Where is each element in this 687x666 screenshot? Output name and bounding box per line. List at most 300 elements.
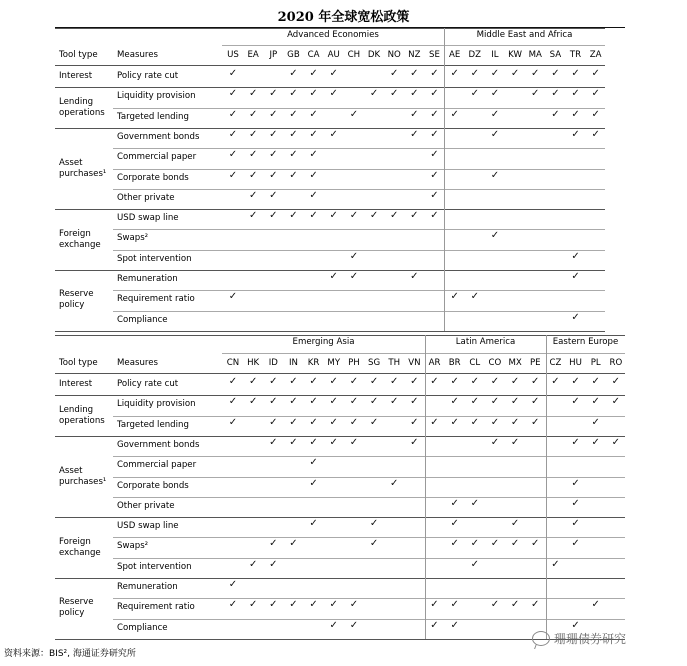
check-mark: ✓ — [430, 619, 439, 631]
check-mark: ✓ — [228, 599, 238, 611]
check-mark: ✓ — [571, 128, 580, 140]
measure-label: Government bonds — [117, 131, 200, 142]
check-mark: ✓ — [410, 108, 419, 120]
check-mark: ✓ — [531, 376, 540, 387]
region-label: Emerging Asia — [292, 337, 355, 347]
check-mark: ✓ — [450, 68, 459, 79]
check-mark: ✓ — [369, 88, 379, 100]
country-code: RO — [609, 358, 623, 368]
check-mark: ✓ — [571, 376, 580, 387]
check-mark: ✓ — [591, 376, 600, 387]
check-mark: ✓ — [410, 376, 419, 387]
country-code: SG — [367, 358, 381, 368]
country-code: DZ — [468, 50, 482, 60]
check-mark: ✓ — [470, 291, 479, 303]
country-code: PE — [529, 358, 541, 368]
check-mark: ✓ — [510, 396, 520, 408]
check-mark: ✓ — [289, 210, 298, 222]
check-mark: ✓ — [369, 416, 379, 428]
check-mark: ✓ — [410, 128, 419, 140]
check-mark: ✓ — [470, 376, 479, 387]
check-mark: ✓ — [389, 68, 399, 79]
check-mark: ✓ — [269, 128, 278, 140]
check-mark: ✓ — [450, 416, 459, 428]
check-mark: ✓ — [410, 436, 419, 448]
check-mark: ✓ — [248, 376, 258, 387]
row-rule — [113, 619, 625, 620]
check-mark: ✓ — [228, 416, 238, 428]
check-mark: ✓ — [329, 210, 338, 222]
check-mark: ✓ — [228, 579, 238, 590]
country-code: BR — [448, 358, 461, 368]
country-code: AU — [327, 50, 340, 60]
group-rule — [55, 436, 625, 437]
watermark — [532, 630, 626, 647]
check-mark: ✓ — [289, 376, 298, 387]
measure-label: Remuneration — [117, 582, 178, 592]
check-mark: ✓ — [309, 128, 318, 140]
region-divider — [425, 335, 426, 639]
check-mark: ✓ — [531, 538, 540, 550]
measure-label: Spot intervention — [117, 253, 192, 264]
check-mark: ✓ — [309, 599, 318, 611]
check-mark: ✓ — [611, 396, 621, 408]
check-mark: ✓ — [510, 416, 520, 428]
check-mark: ✓ — [248, 149, 258, 161]
check-mark: ✓ — [389, 88, 399, 100]
check-mark: ✓ — [450, 291, 459, 303]
country-code: AE — [448, 50, 461, 60]
check-mark: ✓ — [450, 599, 459, 611]
row-rule — [113, 497, 625, 498]
check-mark: ✓ — [490, 108, 500, 120]
tool-type-label: Foreign exchange — [59, 536, 101, 558]
measure-label: Remuneration — [117, 274, 178, 284]
check-mark: ✓ — [309, 396, 318, 408]
check-mark: ✓ — [269, 189, 278, 201]
tool-type-label: Lending operations — [59, 404, 105, 426]
row-rule — [113, 456, 625, 457]
region-divider — [546, 335, 547, 639]
check-mark: ✓ — [248, 108, 258, 120]
check-mark: ✓ — [470, 538, 479, 550]
check-mark: ✓ — [531, 599, 540, 611]
country-code: MX — [508, 358, 522, 368]
country-code: HU — [569, 358, 582, 368]
check-mark: ✓ — [571, 518, 580, 530]
check-mark: ✓ — [269, 169, 278, 181]
panel-top-rule — [55, 335, 625, 336]
check-mark: ✓ — [309, 68, 318, 79]
country-code: IL — [491, 50, 499, 60]
region-label: Latin America — [455, 337, 516, 347]
group-rule — [55, 578, 625, 579]
tool-type-header: Tool type — [59, 358, 98, 368]
check-mark: ✓ — [309, 436, 318, 448]
country-code: MY — [327, 358, 341, 368]
page-title: 2020 年全球宽松政策 — [277, 10, 410, 25]
tool-type-header: Tool type — [59, 50, 98, 60]
check-mark: ✓ — [510, 68, 520, 79]
check-mark: ✓ — [490, 416, 500, 428]
country-code: JP — [269, 50, 278, 60]
check-mark: ✓ — [309, 416, 318, 428]
measure-label: Liquidity provision — [117, 399, 196, 410]
check-mark: ✓ — [329, 619, 338, 631]
check-mark: ✓ — [349, 416, 359, 428]
check-mark: ✓ — [490, 68, 500, 79]
check-mark: ✓ — [490, 230, 500, 242]
check-mark: ✓ — [450, 108, 459, 120]
tool-type-label: Reserve policy — [59, 289, 94, 311]
check-mark: ✓ — [450, 619, 459, 631]
country-code: ZA — [589, 50, 602, 60]
check-mark: ✓ — [329, 396, 338, 408]
check-mark: ✓ — [289, 88, 298, 100]
country-code: CL — [469, 358, 481, 368]
check-mark: ✓ — [410, 416, 419, 428]
check-mark: ✓ — [410, 88, 419, 100]
check-mark: ✓ — [329, 436, 338, 448]
check-mark: ✓ — [289, 128, 298, 140]
wechat-icon — [532, 631, 550, 646]
check-mark: ✓ — [389, 210, 399, 222]
check-mark: ✓ — [571, 477, 580, 489]
country-code: NZ — [408, 50, 421, 60]
check-mark: ✓ — [571, 311, 580, 323]
measure-label: Targeted lending — [117, 111, 189, 122]
check-mark: ✓ — [551, 558, 560, 570]
check-mark: ✓ — [228, 68, 238, 79]
check-mark: ✓ — [490, 88, 500, 100]
check-mark: ✓ — [309, 189, 318, 201]
check-mark: ✓ — [309, 108, 318, 120]
country-code: TR — [569, 50, 582, 60]
check-mark: ✓ — [450, 497, 459, 509]
check-mark: ✓ — [510, 436, 520, 448]
check-mark: ✓ — [329, 416, 338, 428]
country-code: ID — [268, 358, 278, 368]
check-mark: ✓ — [591, 396, 600, 408]
measure-label: Other private — [117, 500, 175, 511]
check-mark: ✓ — [329, 599, 338, 611]
check-mark: ✓ — [470, 88, 479, 100]
tool-type-label: Asset purchases¹ — [59, 465, 107, 487]
check-mark: ✓ — [470, 396, 479, 408]
country-code: CN — [226, 358, 240, 368]
check-mark: ✓ — [289, 108, 298, 120]
check-mark: ✓ — [571, 250, 580, 262]
check-mark: ✓ — [329, 128, 338, 140]
check-mark: ✓ — [349, 436, 359, 448]
check-mark: ✓ — [269, 436, 278, 448]
check-mark: ✓ — [450, 518, 459, 530]
check-mark: ✓ — [309, 88, 318, 100]
country-code: VN — [408, 358, 421, 368]
measure-label: Corporate bonds — [117, 480, 189, 491]
check-mark: ✓ — [551, 68, 560, 79]
check-mark: ✓ — [470, 68, 479, 79]
check-mark: ✓ — [430, 376, 439, 387]
row-rule — [113, 598, 625, 599]
check-mark: ✓ — [289, 436, 298, 448]
check-mark: ✓ — [510, 599, 520, 611]
measure-label: Government bonds — [117, 439, 200, 450]
measure-label: Requirement ratio — [117, 294, 195, 305]
check-mark: ✓ — [571, 68, 580, 79]
column-header-rule — [55, 373, 625, 374]
region-label: Eastern Europe — [552, 337, 619, 347]
country-code: CZ — [549, 358, 562, 368]
group-rule — [55, 395, 625, 396]
check-mark: ✓ — [490, 396, 500, 408]
measure-label: Policy rate cut — [117, 71, 179, 81]
check-mark: ✓ — [450, 376, 459, 387]
check-mark: ✓ — [269, 210, 278, 222]
country-code: IN — [288, 358, 298, 368]
check-mark: ✓ — [228, 291, 238, 303]
check-mark: ✓ — [410, 210, 419, 222]
check-mark: ✓ — [289, 149, 298, 161]
check-mark: ✓ — [248, 169, 258, 181]
check-mark: ✓ — [369, 376, 379, 387]
measure-label: USD swap line — [117, 521, 179, 532]
check-mark: ✓ — [309, 376, 318, 387]
check-mark: ✓ — [430, 149, 439, 161]
check-mark: ✓ — [591, 128, 600, 140]
check-mark: ✓ — [369, 518, 379, 530]
check-mark: ✓ — [430, 189, 439, 201]
region-header-rule — [222, 353, 625, 354]
check-mark: ✓ — [228, 128, 238, 140]
check-mark: ✓ — [591, 108, 600, 120]
watermark-text: 珊珊债券研究 — [554, 632, 627, 646]
check-mark: ✓ — [571, 396, 580, 408]
check-mark: ✓ — [571, 538, 580, 550]
check-mark: ✓ — [269, 376, 278, 387]
check-mark: ✓ — [349, 250, 359, 262]
check-mark: ✓ — [269, 558, 278, 570]
row-rule — [113, 558, 625, 559]
check-mark: ✓ — [430, 210, 439, 222]
check-mark: ✓ — [289, 416, 298, 428]
tool-type-label: Reserve policy — [59, 597, 94, 619]
check-mark: ✓ — [611, 436, 621, 448]
country-code: KR — [307, 358, 320, 368]
check-mark: ✓ — [349, 108, 359, 120]
check-mark: ✓ — [571, 271, 580, 282]
measure-label: Commercial paper — [117, 460, 197, 471]
check-mark: ✓ — [389, 477, 399, 489]
row-rule — [113, 477, 625, 478]
row-rule — [113, 537, 625, 538]
region-label: Middle East and Africa — [476, 30, 573, 40]
check-mark: ✓ — [410, 396, 419, 408]
check-mark: ✓ — [490, 376, 500, 387]
check-mark: ✓ — [269, 396, 278, 408]
check-mark: ✓ — [289, 599, 298, 611]
check-mark: ✓ — [430, 169, 439, 181]
check-mark: ✓ — [269, 108, 278, 120]
measures-header: Measures — [117, 50, 159, 60]
check-mark: ✓ — [309, 210, 318, 222]
check-mark: ✓ — [430, 128, 439, 140]
measure-label: Compliance — [117, 622, 168, 633]
check-mark: ✓ — [269, 88, 278, 100]
check-mark: ✓ — [551, 376, 560, 387]
tool-type-label: Asset purchases¹ — [59, 157, 107, 179]
check-mark: ✓ — [228, 108, 238, 120]
check-mark: ✓ — [329, 271, 338, 282]
country-code: NO — [387, 50, 401, 60]
check-mark: ✓ — [571, 436, 580, 448]
check-mark: ✓ — [430, 88, 439, 100]
check-mark: ✓ — [531, 416, 540, 428]
check-mark: ✓ — [450, 396, 459, 408]
check-mark: ✓ — [289, 169, 298, 181]
check-mark: ✓ — [470, 497, 479, 509]
check-mark: ✓ — [430, 108, 439, 120]
country-code: TH — [388, 358, 401, 368]
check-mark: ✓ — [248, 128, 258, 140]
check-mark: ✓ — [329, 88, 338, 100]
check-mark: ✓ — [228, 88, 238, 100]
measure-label: Swaps² — [117, 541, 149, 552]
check-mark: ✓ — [430, 599, 439, 611]
measure-label: Targeted lending — [117, 419, 189, 430]
check-mark: ✓ — [349, 396, 359, 408]
check-mark: ✓ — [470, 416, 479, 428]
check-mark: ✓ — [571, 497, 580, 509]
measure-label: Policy rate cut — [117, 379, 179, 389]
country-code: MA — [528, 50, 542, 60]
check-mark: ✓ — [369, 210, 379, 222]
country-code: SE — [429, 50, 440, 60]
check-mark: ✓ — [248, 396, 258, 408]
measure-label: Spot intervention — [117, 561, 192, 572]
check-mark: ✓ — [269, 538, 278, 550]
check-mark: ✓ — [591, 436, 600, 448]
check-mark: ✓ — [228, 376, 238, 387]
check-mark: ✓ — [329, 68, 338, 79]
country-code: CA — [307, 50, 320, 60]
check-mark: ✓ — [591, 68, 600, 79]
country-code: HK — [247, 358, 260, 368]
country-code: CH — [347, 50, 361, 60]
check-mark: ✓ — [410, 271, 419, 282]
check-mark: ✓ — [349, 376, 359, 387]
country-code: PL — [590, 358, 601, 368]
check-mark: ✓ — [591, 88, 600, 100]
check-mark: ✓ — [611, 376, 621, 387]
check-mark: ✓ — [490, 128, 500, 140]
country-code: CO — [488, 358, 502, 368]
check-mark: ✓ — [309, 477, 318, 489]
check-mark: ✓ — [248, 210, 258, 222]
check-mark: ✓ — [309, 518, 318, 530]
country-code: KW — [508, 50, 522, 60]
check-mark: ✓ — [531, 88, 540, 100]
check-mark: ✓ — [289, 538, 298, 550]
source-note: 资料来源：BIS², 海通证券研究所 — [4, 649, 136, 659]
check-mark: ✓ — [329, 376, 338, 387]
measure-label: Compliance — [117, 314, 168, 325]
check-mark: ✓ — [450, 538, 459, 550]
check-mark: ✓ — [490, 169, 500, 181]
check-mark: ✓ — [269, 599, 278, 611]
check-mark: ✓ — [309, 149, 318, 161]
tool-type-label: Lending operations — [59, 96, 105, 118]
measure-label: Swaps² — [117, 233, 149, 244]
check-mark: ✓ — [228, 149, 238, 161]
check-mark: ✓ — [269, 416, 278, 428]
check-mark: ✓ — [248, 599, 258, 611]
check-mark: ✓ — [510, 376, 520, 387]
check-mark: ✓ — [349, 599, 359, 611]
check-mark: ✓ — [430, 68, 439, 79]
group-rule — [55, 517, 625, 518]
measure-label: Commercial paper — [117, 152, 197, 163]
check-mark: ✓ — [349, 271, 359, 282]
check-mark: ✓ — [510, 538, 520, 550]
check-mark: ✓ — [289, 68, 298, 79]
check-mark: ✓ — [309, 169, 318, 181]
check-mark: ✓ — [228, 169, 238, 181]
check-mark: ✓ — [490, 599, 500, 611]
check-mark: ✓ — [389, 376, 399, 387]
check-mark: ✓ — [389, 396, 399, 408]
check-mark: ✓ — [248, 558, 258, 570]
measures-header: Measures — [117, 358, 159, 368]
check-mark: ✓ — [269, 149, 278, 161]
tool-type-label: Interest — [59, 379, 93, 390]
measure-label: Liquidity provision — [117, 91, 196, 102]
country-code: US — [227, 50, 239, 60]
check-mark: ✓ — [228, 396, 238, 408]
check-mark: ✓ — [551, 108, 560, 120]
check-mark: ✓ — [571, 88, 580, 100]
tool-type-label: Interest — [59, 71, 93, 82]
tool-type-label: Foreign exchange — [59, 228, 101, 250]
country-code: AR — [428, 358, 441, 368]
country-code: EA — [247, 50, 259, 60]
country-code: GB — [287, 50, 300, 60]
check-mark: ✓ — [369, 396, 379, 408]
check-mark: ✓ — [531, 396, 540, 408]
measure-label: Corporate bonds — [117, 172, 189, 183]
check-mark: ✓ — [490, 436, 500, 448]
check-mark: ✓ — [551, 88, 560, 100]
country-code: SA — [549, 50, 562, 60]
check-mark: ✓ — [571, 108, 580, 120]
country-code: DK — [367, 50, 381, 60]
check-mark: ✓ — [531, 68, 540, 79]
check-mark: ✓ — [248, 189, 258, 201]
measure-label: USD swap line — [117, 213, 179, 224]
check-mark: ✓ — [349, 210, 359, 222]
check-mark: ✓ — [248, 88, 258, 100]
check-mark: ✓ — [289, 396, 298, 408]
measure-label: Other private — [117, 192, 175, 203]
measure-label: Requirement ratio — [117, 602, 195, 613]
country-code: PH — [348, 358, 360, 368]
check-mark: ✓ — [591, 599, 600, 611]
region-label: Advanced Economies — [287, 30, 379, 40]
check-mark: ✓ — [369, 538, 379, 550]
check-mark: ✓ — [430, 416, 439, 428]
row-rule — [113, 416, 625, 417]
check-mark: ✓ — [309, 457, 318, 469]
